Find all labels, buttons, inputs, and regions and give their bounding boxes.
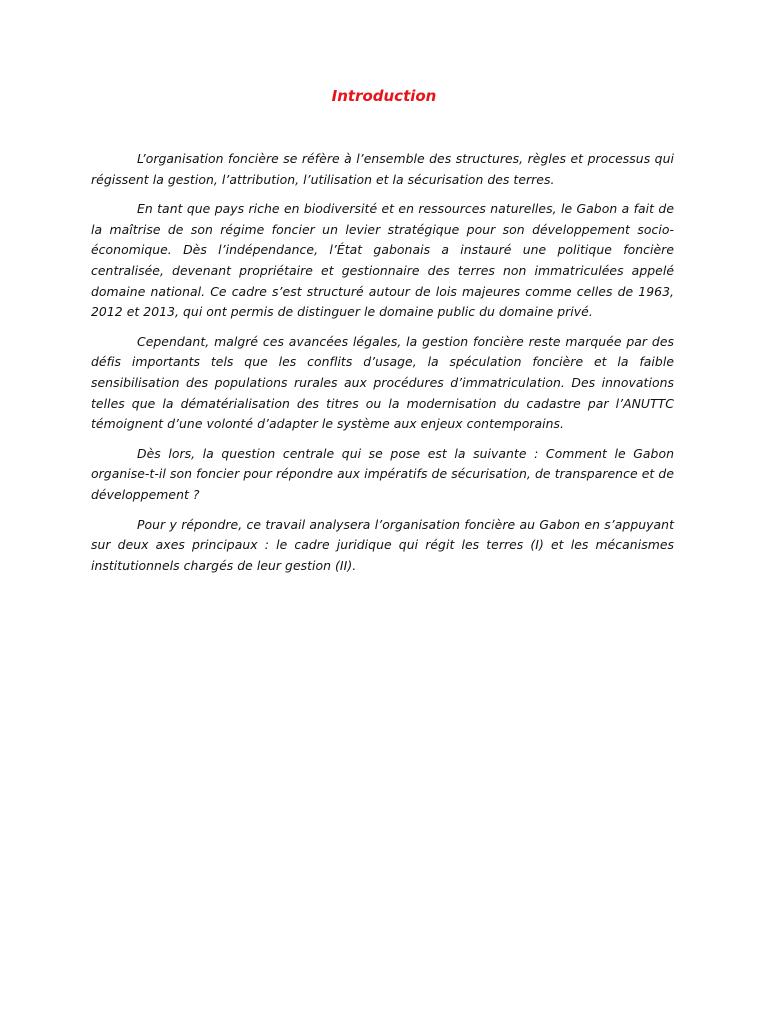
paragraph-3: Cependant, malgré ces avancées légales, la gestion foncière reste marquée par des défis importants tels que les conflits d’usage, la spéculation foncière et la faible sensibilisation des populations rurales aux procédures d’immatriculation. Des innovations telles que la dématérialisation des titres ou la modernisation du cadastre par l’ANUTTC témoignent d’une volonté d’adapter le système aux enjeux contemporains. xyxy=(91,333,674,432)
paragraph-2: En tant que pays riche en biodiversité et en ressources naturelles, le Gabon a fait de la maîtrise de son régime foncier un levier stratégique pour son développement socio-économique. Dès l’indépendance, l’État gabonais a instauré une politique foncière centralisée, devenant propriétaire et gestionnaire des terres non immatriculées appelé domaine national. Ce cadre s’est structuré autour de lois majeures comme celles de 1963, 2012 et 2013, qui ont permis de distinguer le domaine public du domaine privé. xyxy=(91,201,674,320)
page-title: Introduction xyxy=(331,87,437,105)
paragraph-5: Pour y répondre, ce travail analysera l’organisation foncière au Gabon en s’appuyant sur deux axes principaux : le cadre juridique qui régit les terres (I) et les mécanismes institutionnels chargés de leur gestion (II). xyxy=(91,516,674,573)
paragraph-1: L’organisation foncière se réfère à l’ensemble des structures, règles et processus qui régissent la gestion, l’attribution, l’utilisation et la sécurisation des terres. xyxy=(91,151,674,187)
paragraph-4: Dès lors, la question centrale qui se pose est la suivante : Comment le Gabon organise-t-il son foncier pour répondre aux impératifs de sécurisation, de transparence et de développement ? xyxy=(91,445,674,502)
document-body xyxy=(91,149,674,585)
